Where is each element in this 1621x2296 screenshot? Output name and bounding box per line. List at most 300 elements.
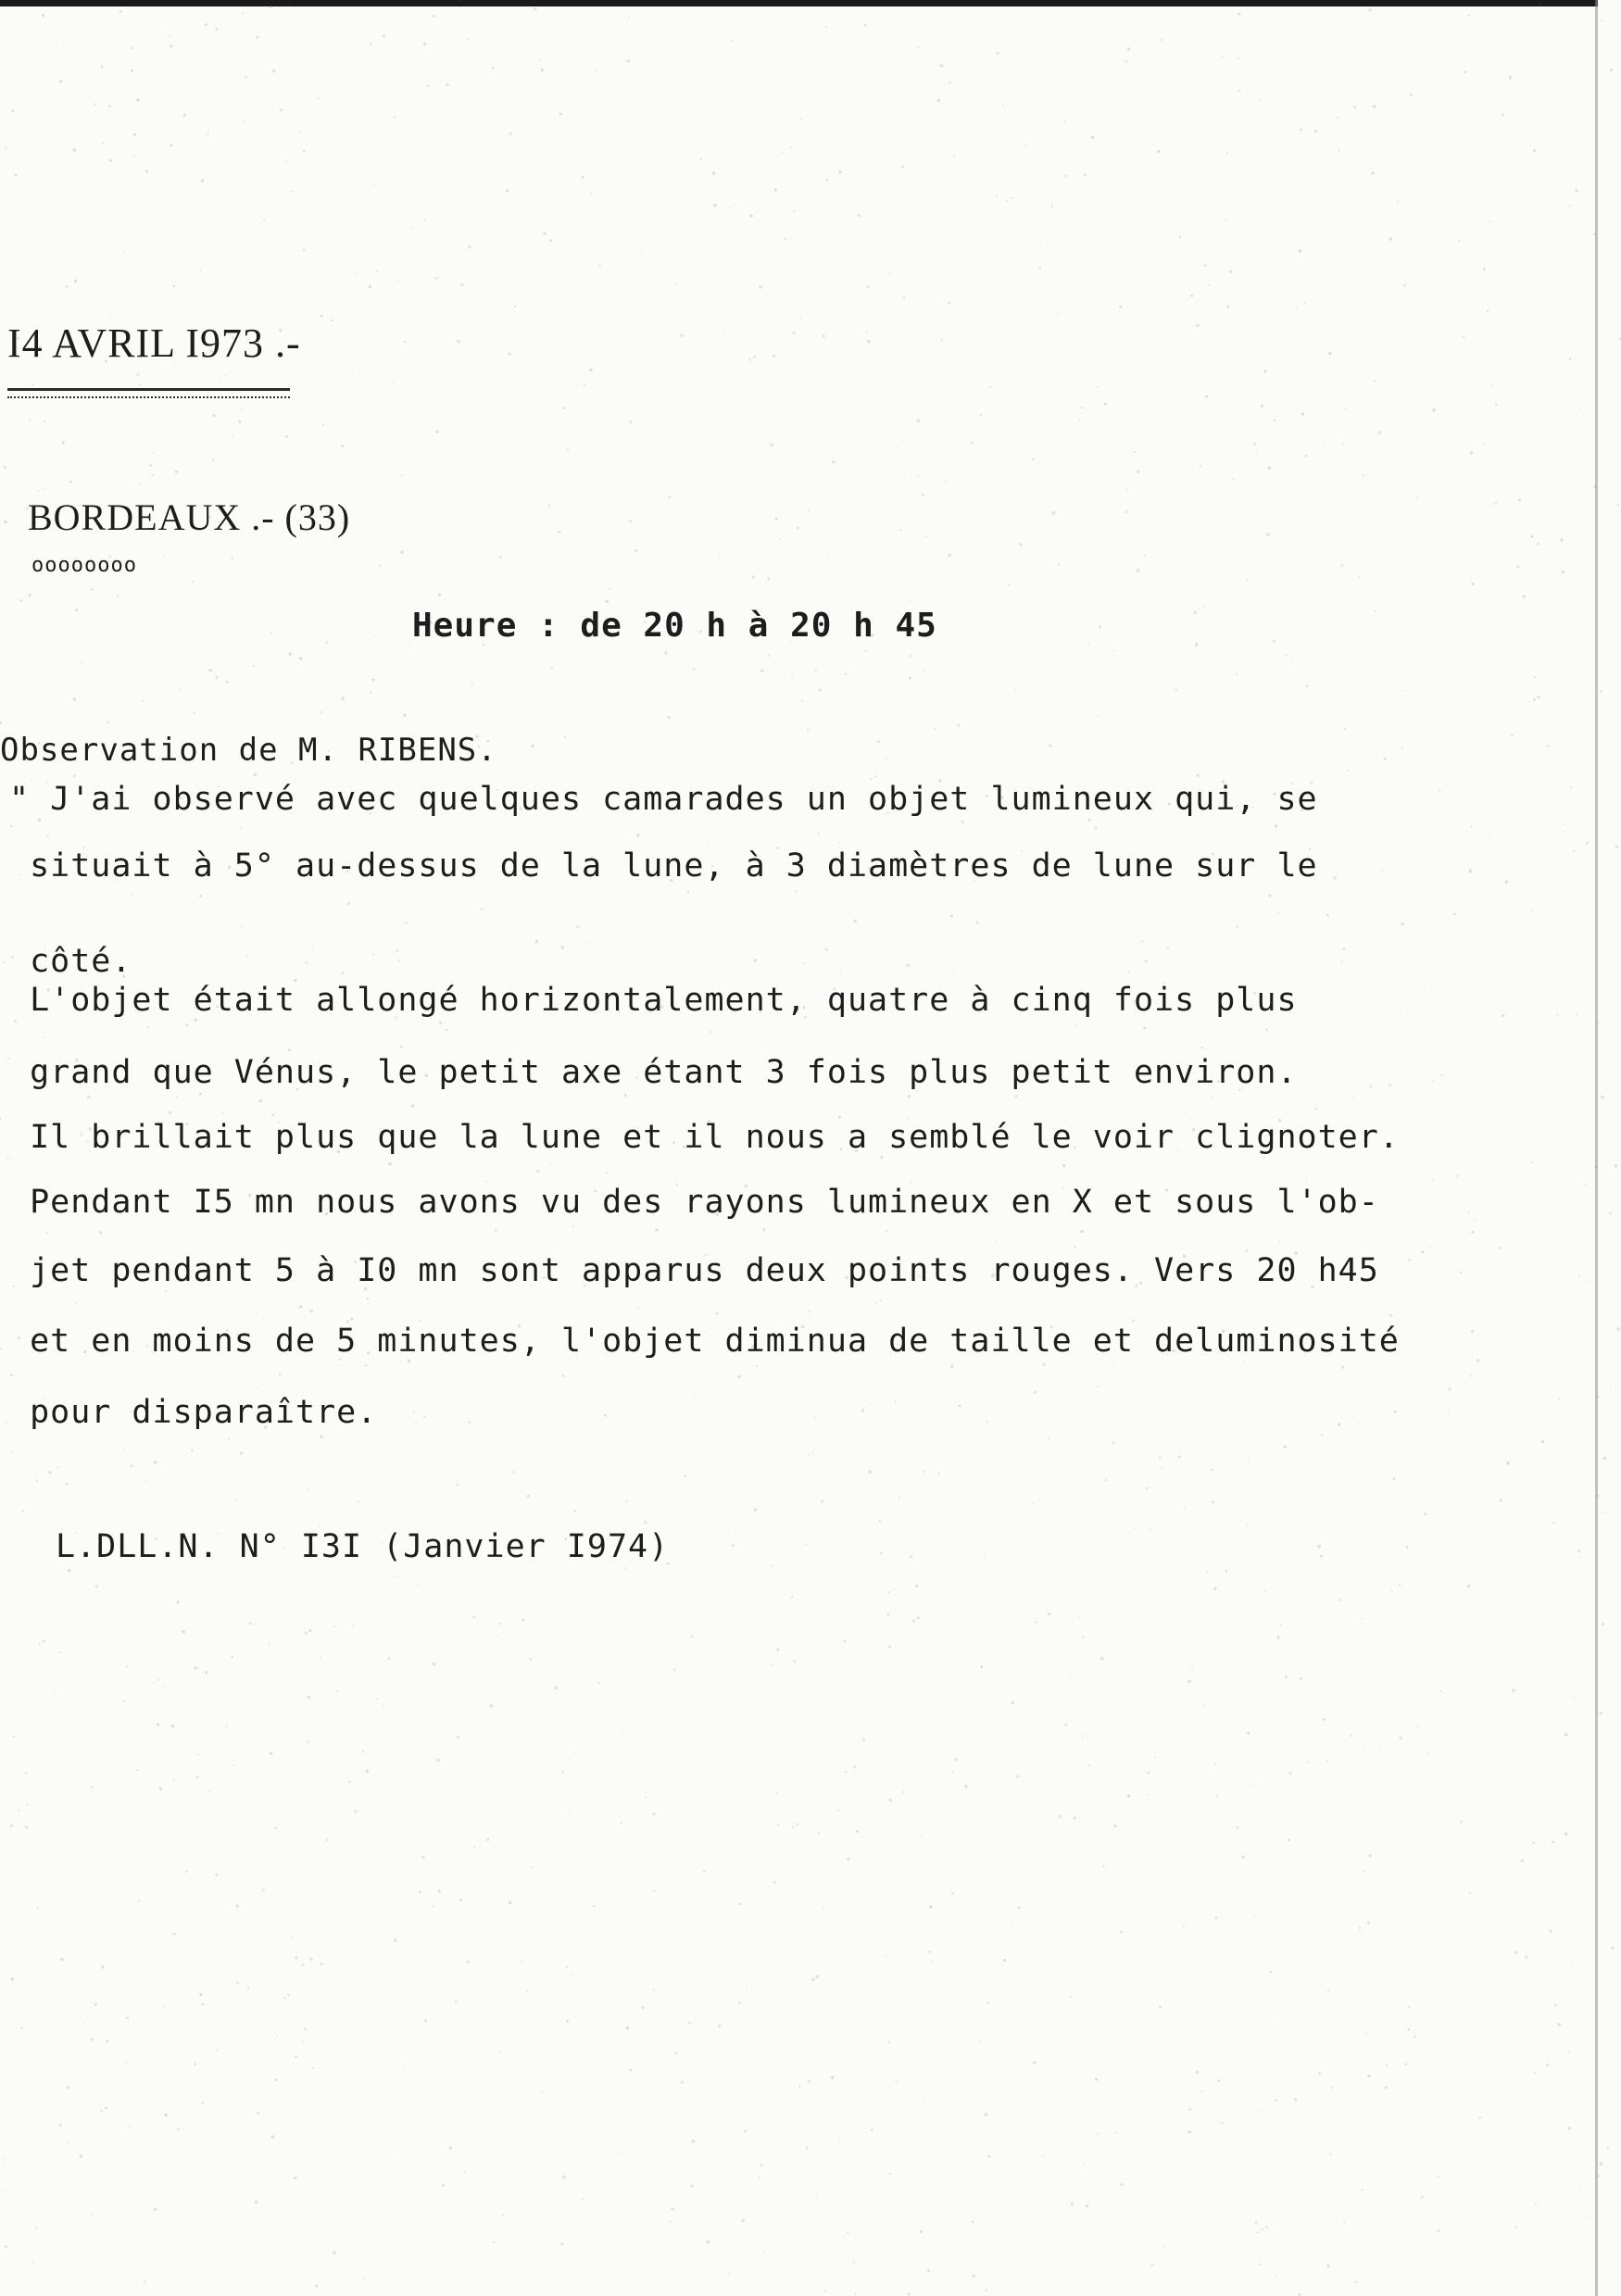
paper-speckle [226,681,229,684]
paper-speckle [1403,284,1406,287]
paper-speckle [1317,1545,1321,1549]
paper-speckle [1255,2221,1258,2224]
paper-speckle [336,1690,338,1692]
paper-speckle [886,1230,888,1233]
paper-speckle [574,1510,577,1512]
paper-speckle [823,1488,824,1489]
paper-speckle [1284,1445,1287,1448]
paper-speckle [1349,1000,1350,1001]
paper-speckle [747,470,748,471]
paper-speckle [1200,2090,1202,2092]
paper-speckle [541,69,544,71]
paper-speckle [394,2160,396,2162]
paper-speckle [1449,1411,1451,1412]
paper-speckle [1141,941,1143,943]
paper-speckle [1159,2006,1162,2009]
paper-speckle [1341,565,1343,567]
paper-speckle [1569,205,1571,207]
paper-speckle [288,1048,291,1051]
paper-speckle [1437,2176,1439,2177]
paper-speckle [59,80,63,83]
paper-speckle [1080,1099,1081,1100]
paper-speckle [823,334,825,337]
paper-speckle [1058,563,1060,565]
paper-speckle [693,668,695,670]
paper-speckle [455,2001,457,2002]
paper-speckle [42,1036,44,1038]
paper-speckle [1385,2086,1388,2089]
paper-speckle [693,1393,694,1394]
paper-speckle [499,2051,501,2052]
paper-speckle [502,2214,504,2215]
paper-speckle [144,1479,145,1481]
paper-speckle [366,1298,369,1300]
paper-speckle [1467,1211,1469,1213]
paper-speckle [645,1521,647,1524]
paper-speckle [1261,405,1263,408]
paper-speckle [486,1838,489,1841]
paper-speckle [669,496,672,498]
paper-speckle [209,1790,211,1792]
paper-speckle [976,944,977,945]
paper-speckle [320,1963,323,1965]
paper-speckle [170,44,172,47]
paper-speckle [126,2062,128,2064]
paper-speckle [1564,1832,1567,1835]
paper-speckle [1534,676,1536,678]
paper-speckle [1367,2075,1371,2078]
paper-speckle [1338,1599,1340,1600]
paper-speckle [1343,2223,1345,2225]
paper-speckle [1257,2231,1259,2233]
paper-speckle [1384,880,1385,881]
paper-speckle [539,59,541,61]
paper-speckle [759,2177,760,2178]
paper-speckle [1358,576,1360,578]
paper-speckle [1199,609,1200,610]
paper-speckle [805,1543,807,1545]
paper-speckle [759,286,761,289]
paper-speckle [60,1651,62,1653]
paper-speckle [1421,2196,1424,2199]
paper-speckle [1269,895,1272,897]
paper-speckle [732,2116,733,2117]
paper-speckle [262,1888,265,1891]
paper-speckle [60,1958,63,1961]
paper-speckle [123,251,125,253]
paper-speckle [792,673,793,674]
paper-speckle [954,156,956,157]
paper-speckle [432,1905,434,1907]
paper-speckle [629,2069,632,2072]
paper-speckle [1506,1462,1510,1465]
paper-speckle [917,1616,920,1619]
paper-speckle [272,69,275,72]
paper-speckle [692,2139,696,2143]
paper-speckle [18,1810,19,1812]
paper-speckle [652,1813,655,1815]
paper-speckle [775,518,778,521]
paper-speckle [1389,237,1391,240]
paper-speckle [782,152,784,154]
paper-speckle [877,740,880,743]
paper-speckle [937,99,940,102]
paper-speckle [1148,1794,1149,1795]
paper-speckle [742,2219,745,2222]
paper-speckle [1146,1487,1148,1488]
paper-speckle [1390,1589,1392,1591]
paper-speckle [1509,76,1512,79]
paper-speckle [534,7,536,10]
paper-speckle [995,1240,996,1241]
paper-speckle [20,2026,22,2028]
paper-speckle [809,1311,810,1312]
paper-speckle [154,2208,157,2211]
paper-speckle [94,2003,96,2006]
observer-line: Observation de M. RIBENS. [0,732,497,769]
paper-speckle [1337,117,1338,119]
paper-speckle [1196,2071,1199,2074]
paper-speckle [22,1510,24,1512]
paper-speckle [411,1104,414,1107]
paper-speckle [1427,1753,1429,1755]
paper-speckle [1301,413,1304,416]
paper-speckle [1226,152,1228,154]
paper-speckle [468,245,471,248]
paper-speckle [169,1111,171,1114]
paper-speckle [107,721,109,723]
paper-speckle [409,194,410,195]
paper-speckle [693,2041,694,2042]
paper-speckle [1104,1624,1105,1625]
paper-speckle [1213,1587,1216,1590]
paper-speckle [479,471,480,472]
paper-speckle [66,285,69,288]
paper-speckle [1162,1467,1163,1469]
paper-speckle [559,113,562,116]
paper-speckle [1134,1527,1136,1529]
paper-speckle [506,1509,507,1510]
paper-speckle [503,346,504,347]
paper-speckle [317,97,319,99]
paper-speckle [825,948,828,951]
paper-speckle [972,2220,974,2223]
paper-speckle [1042,2155,1043,2156]
paper-speckle [423,43,426,45]
paper-speckle [405,2065,407,2067]
paper-speckle [310,1310,313,1312]
paper-speckle [10,1825,13,1827]
paper-speckle [457,1484,459,1486]
paper-speckle [1452,607,1453,608]
paper-speckle [400,550,403,553]
paper-speckle [341,696,345,700]
date-heading-underline [7,388,290,398]
paper-speckle [1469,1892,1471,1894]
paper-speckle [388,1162,391,1165]
paper-speckle [1074,1246,1075,1248]
paper-speckle [363,2277,365,2279]
paper-speckle [1345,408,1347,410]
paper-speckle [1368,1854,1371,1857]
paper-speckle [754,959,757,961]
paper-speckle [691,2185,694,2188]
paper-speckle [176,1600,179,1603]
paper-speckle [5,2191,6,2193]
paper-speckle [424,1416,426,1418]
paper-speckle [1600,2162,1603,2165]
paper-speckle [1058,311,1060,313]
paper-speckle [1263,370,1266,372]
paper-speckle [584,383,585,385]
paper-speckle [1306,685,1308,687]
paper-speckle [271,1114,274,1117]
paper-speckle [950,1365,953,1368]
paper-speckle [242,12,244,14]
paper-speckle [305,1632,308,1635]
paper-speckle [1052,511,1056,515]
paper-speckle [176,1097,178,1098]
paper-speckle [1491,384,1493,386]
paper-speckle [342,972,344,974]
paper-speckle [703,1870,705,1872]
paper-speckle [1361,2189,1363,2191]
paper-speckle [794,1660,797,1662]
paper-speckle [269,1644,270,1646]
paper-speckle [1605,1512,1607,1514]
paper-speckle [1292,661,1294,663]
paper-speckle [1214,1763,1216,1765]
paper-speckle [773,355,775,358]
paper-speckle [75,609,78,611]
paper-speckle [352,1625,354,1626]
paper-speckle [1121,2183,1124,2186]
paper-speckle [1373,105,1376,107]
paper-speckle [743,527,745,529]
paper-speckle [164,2114,167,2116]
paper-speckle [207,132,208,134]
paper-speckle [1607,2147,1609,2149]
paper-speckle [1600,1712,1602,1714]
paper-speckle [1243,1361,1245,1363]
paper-speckle [1351,1735,1352,1737]
paper-speckle [1408,2028,1411,2031]
paper-speckle [1064,175,1066,177]
paper-speckle [1195,643,1199,646]
paper-speckle [1580,2186,1582,2188]
paper-speckle [472,1616,474,1618]
paper-speckle [526,1990,528,1992]
paper-speckle [301,1964,303,1965]
paper-speckle [74,280,77,282]
paper-speckle [197,1754,199,1756]
paper-speckle [1265,1028,1268,1031]
paper-speckle [1143,2247,1144,2248]
paper-speckle [653,1889,655,1891]
paper-speckle [523,1223,524,1224]
paper-speckle [1137,570,1139,572]
paper-speckle [1579,408,1581,409]
paper-speckle [1488,837,1489,839]
paper-speckle [1179,236,1181,238]
paper-speckle [151,420,153,422]
paper-speckle [792,332,795,334]
paper-speckle [492,67,495,69]
paper-speckle [724,331,726,332]
paper-speckle [1554,1181,1555,1182]
paper-speckle [1281,1404,1282,1405]
paper-speckle [1502,114,1504,117]
paper-speckle [101,1965,105,1969]
paper-speckle [481,909,483,910]
paper-speckle [62,441,65,444]
paper-speckle [91,1786,93,1788]
paper-speckle [921,1835,922,1836]
paper-speckle [1203,1705,1205,1707]
paper-speckle [691,1636,694,1638]
paper-speckle [498,1623,500,1625]
paper-speckle [3,2159,5,2161]
paper-speckle [309,1958,312,1961]
paper-speckle [244,121,245,122]
paper-speckle [435,277,438,280]
paper-speckle [413,1411,415,1413]
paper-speckle [604,1414,607,1417]
paper-speckle [1270,1971,1272,1973]
paper-speckle [1113,1825,1116,1827]
paper-speckle [1104,403,1107,406]
paper-speckle [853,920,856,922]
paper-speckle [1305,455,1308,458]
paper-speckle [326,641,329,644]
paper-speckle [420,1320,421,1322]
paper-speckle [1401,922,1403,925]
paper-speckle [932,192,933,193]
paper-speckle [1100,1657,1103,1660]
paper-speckle [880,1552,883,1555]
body-line: situait à 5° au-dessus de la lune, à 3 diamètres de lune sur le [9,847,1318,885]
paper-speckle [35,2227,37,2228]
paper-speckle [1277,911,1279,913]
paper-speckle [464,370,465,371]
paper-speckle [1511,734,1513,736]
paper-speckle [1102,1865,1104,1867]
paper-speckle [589,368,593,371]
paper-speckle [712,171,716,175]
paper-speckle [626,2026,630,2030]
paper-speckle [776,1649,779,1651]
paper-speckle [66,2086,69,2089]
paper-speckle [133,157,135,158]
paper-speckle [1273,639,1275,642]
paper-speckle [888,1799,892,1802]
paper-speckle [825,26,827,28]
paper-speckle [774,188,777,191]
paper-speckle [31,383,33,385]
paper-speckle [866,285,869,288]
paper-speckle [1334,876,1337,879]
paper-speckle [1344,728,1346,730]
paper-speckle [1400,1012,1401,1013]
paper-speckle [1246,1524,1247,1525]
paper-speckle [915,1585,918,1587]
paper-speckle [333,1626,335,1628]
paper-speckle [593,1905,595,1907]
paper-speckle [1161,39,1162,41]
paper-speckle [283,1997,285,1999]
paper-speckle [768,655,770,657]
paper-speckle [895,1400,897,1402]
paper-speckle [687,891,690,894]
paper-speckle [403,714,406,717]
paper-speckle [1115,2132,1117,2134]
paper-speckle [232,436,234,438]
right-margin-line [1595,0,1598,2296]
paper-speckle [73,697,77,701]
paper-speckle [239,2091,241,2093]
paper-speckle [1299,249,1301,252]
paper-speckle [910,1555,912,1558]
paper-speckle [240,925,242,927]
paper-speckle [1409,1259,1411,1261]
paper-speckle [256,36,258,39]
paper-speckle [896,2081,898,2083]
paper-speckle [170,144,172,146]
paper-speckle [0,721,2,724]
paper-speckle [275,2078,278,2081]
body-line: pour disparaître. [9,1394,378,1431]
paper-speckle [1331,2087,1333,2089]
paper-speckle [29,419,31,420]
paper-speckle [1576,1013,1577,1015]
paper-speckle [306,961,308,964]
paper-speckle [865,650,867,652]
paper-speckle [716,1312,719,1315]
paper-speckle [681,334,684,337]
paper-speckle [973,2275,975,2277]
paper-speckle [154,1461,157,1464]
paper-speckle [1560,538,1563,541]
paper-speckle [326,1838,329,1841]
paper-speckle [7,1157,9,1159]
paper-speckle [1512,1688,1515,1692]
paper-speckle [887,1591,889,1593]
paper-speckle [271,2136,275,2139]
paper-speckle [286,161,288,163]
paper-speckle [126,2016,129,2019]
paper-speckle [295,2055,297,2058]
paper-speckle [1012,1701,1014,1704]
paper-speckle [1070,1996,1072,1998]
paper-speckle [923,1471,924,1473]
paper-speckle [333,2252,335,2254]
paper-speckle [1615,846,1618,848]
paper-speckle [1478,2116,1480,2118]
paper-speckle [37,1908,39,1910]
paper-speckle [1609,1212,1611,1214]
paper-speckle [1125,60,1127,62]
paper-speckle [629,520,632,522]
paper-speckle [1078,1617,1079,1618]
paper-speckle [613,1860,614,1861]
paper-speckle [1460,1821,1462,1823]
paper-speckle [1081,407,1083,408]
paper-speckle [731,886,732,887]
paper-speckle [83,2022,85,2024]
paper-speckle [1547,1888,1548,1889]
paper-speckle [130,1906,131,1907]
paper-speckle [208,669,211,671]
